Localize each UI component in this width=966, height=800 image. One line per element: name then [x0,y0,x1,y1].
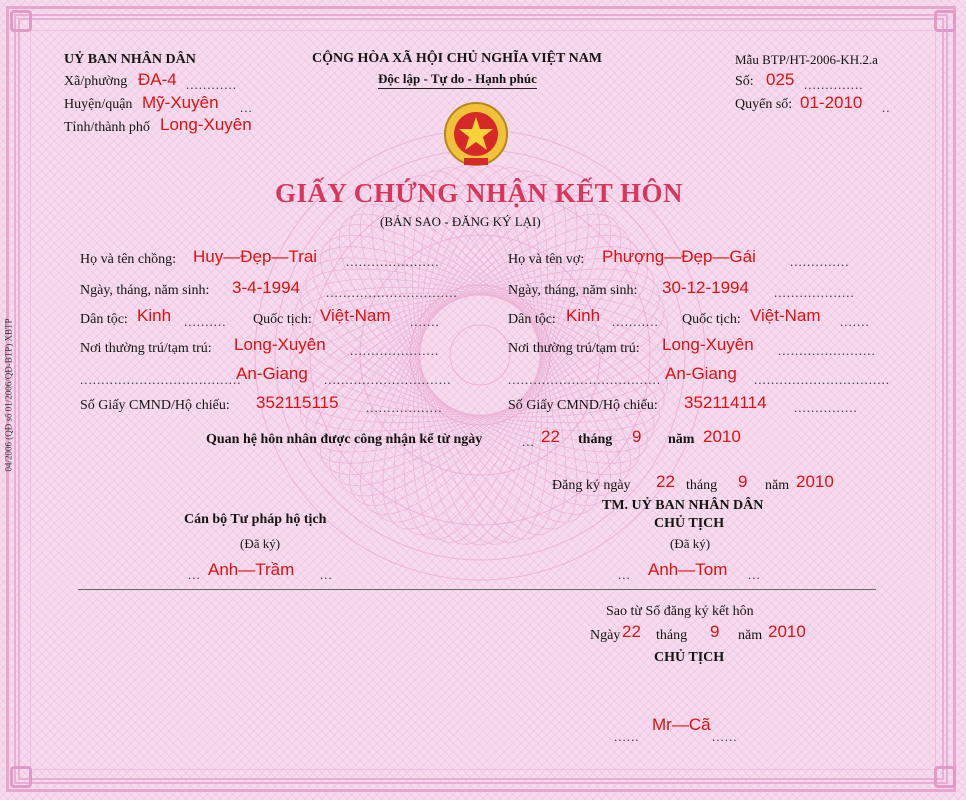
husband-ethnic-leader: .......... [184,314,227,329]
husband-residence-value-1: Long-Xuyên [234,335,326,354]
wife-name-leader: .............. [790,254,850,269]
husband-dob-label: Ngày, tháng, năm sinh: [80,283,210,298]
wife-dob-label: Ngày, tháng, năm sinh: [508,283,638,298]
wife-nationality-leader: ....... [840,314,870,329]
recognition-month: 9 [632,427,642,446]
committee-role: CHỦ TỊCH [654,516,725,531]
husband-dob-value: 3-4-1994 [232,278,301,297]
form-code: Mẫu BTP/HT-2006-KH.2.a [735,52,878,67]
ward-value: ĐA-4 [138,70,177,89]
husband-residence-value-2: An-Giang [236,364,308,383]
recognition-year-label: năm [668,432,695,447]
wife-residence-value-1: Long-Xuyên [662,335,754,354]
corner-ornament [10,10,32,32]
husband-id-value: 352115115 [256,393,339,412]
corner-ornament [934,10,956,32]
recognition-year: 2010 [703,427,741,446]
registration-year-label: năm [765,478,790,493]
corner-ornament [10,766,32,788]
copy-year: 2010 [768,622,806,641]
left-organization: UỶ BAN NHÂN DÂN [64,52,196,67]
wife-residence-leader: ....................... [778,343,876,358]
wife-name-value: Phượng—Đẹp—Gái [602,247,756,266]
wife-nationality-value: Việt-Nam [750,306,821,325]
copy-month: 9 [710,622,720,641]
book-value: 01-2010 [800,93,863,112]
wife-dob-value: 30-12-1994 [662,278,749,297]
copy-month-label: tháng [656,628,688,643]
copy-day: 22 [622,622,641,641]
registration-year: 2010 [796,472,834,491]
copy-role: CHỦ TỊCH [654,650,725,665]
number-leader: .............. [804,77,864,92]
committee-name-leader-2: ... [748,567,761,582]
registration-month: 9 [738,472,748,491]
husband-nationality-leader: ....... [410,314,440,329]
officer-name: Anh—Trầm [208,560,295,579]
husband-residence-leader-2: ...................................... [80,372,242,387]
copy-label: Sao từ Sổ đăng ký kết hôn [606,604,754,619]
ward-label: Xã/phường [64,74,128,89]
registration-label: Đăng ký ngày [552,478,631,493]
recognition-leader: ... [522,434,535,449]
book-label: Quyển số: [735,97,793,112]
section-divider [78,589,876,590]
district-leader: ... [240,100,253,115]
registration-month-label: tháng [686,478,718,493]
district-value: Mỹ-Xuyên [142,93,219,112]
husband-name-leader: ...................... [346,254,440,269]
wife-residence-value-2: An-Giang [665,364,737,383]
wife-id-value: 352114114 [684,393,767,412]
committee-signed: (Đã ký) [670,536,711,551]
book-leader: .. [882,100,891,115]
province-value: Long-Xuyên [160,115,252,134]
national-motto: Độc lập - Tự do - Hạnh phúc [378,71,537,89]
wife-id-leader: ............... [794,400,858,415]
husband-nationality-value: Việt-Nam [320,306,391,325]
husband-dob-leader: ............................... [326,285,458,300]
husband-ethnic-label: Dân tộc: [80,312,128,327]
registration-day: 22 [656,472,675,491]
copy-year-label: năm [738,628,763,643]
ward-leader: ............ [186,77,237,92]
wife-ethnic-leader: ........... [612,314,659,329]
wife-nationality-label: Quốc tịch: [682,312,741,327]
recognition-month-label: tháng [578,432,613,447]
husband-residence-leader: ..................... [350,343,440,358]
recognition-label: Quan hệ hôn nhân được công nhận kể từ ngày [206,432,483,447]
wife-id-label: Số Giấy CMND/Hộ chiếu: [508,398,658,413]
husband-id-label: Số Giấy CMND/Hộ chiếu: [80,398,230,413]
wife-ethnic-label: Dân tộc: [508,312,556,327]
province-label: Tỉnh/thành phố [64,120,150,135]
corner-ornament [934,766,956,788]
officer-signed: (Đã ký) [240,536,281,551]
husband-name-label: Họ và tên chồng: [80,252,177,267]
committee-name: Anh—Tom [648,560,728,579]
committee-name-leader: ... [618,567,631,582]
wife-residence-leader-2: .................................... [508,372,661,387]
copy-name-leader-2: ...... [712,729,738,744]
form-reference-note: 04/2006 (QĐ số 01/2006/QĐ-BTP) XBTP [3,318,14,472]
committee-title: TM. UỶ BAN NHÂN DÂN [602,498,764,513]
husband-residence-leader-3: .............................. [324,372,452,387]
wife-residence-label: Nơi thường trú/tạm trú: [508,341,640,356]
husband-ethnic-value: Kinh [137,306,172,325]
number-label: Số: [735,74,754,89]
district-label: Huyện/quận [64,97,133,112]
recognition-day: 22 [541,427,560,446]
copy-name-leader: ...... [614,729,640,744]
husband-id-leader: .................. [366,400,443,415]
national-emblem [442,100,510,168]
copy-name: Mr—Cã [652,715,711,734]
husband-name-value: Huy—Đẹp—Trai [193,247,318,266]
husband-residence-label: Nơi thường trú/tạm trú: [80,341,212,356]
wife-dob-leader: ................... [774,285,855,300]
officer-title: Cán bộ Tư pháp hộ tịch [184,512,327,527]
wife-residence-leader-3: ................................ [754,372,890,387]
copy-date-label: Ngày [590,628,621,643]
nation-name: CỘNG HÒA XÃ HỘI CHỦ NGHĨA VIỆT NAM [312,51,603,66]
husband-nationality-label: Quốc tịch: [253,312,312,327]
certificate-subtitle: (BẢN SAO - ĐĂNG KÝ LẠI) [380,214,541,229]
wife-ethnic-value: Kinh [566,306,601,325]
officer-name-leader: ... [188,567,201,582]
wife-name-label: Họ và tên vợ: [508,252,585,267]
certificate-title: GIẤY CHỨNG NHẬN KẾT HÔN [275,178,684,208]
officer-name-leader-2: ... [320,567,333,582]
number-value: 025 [766,70,795,89]
